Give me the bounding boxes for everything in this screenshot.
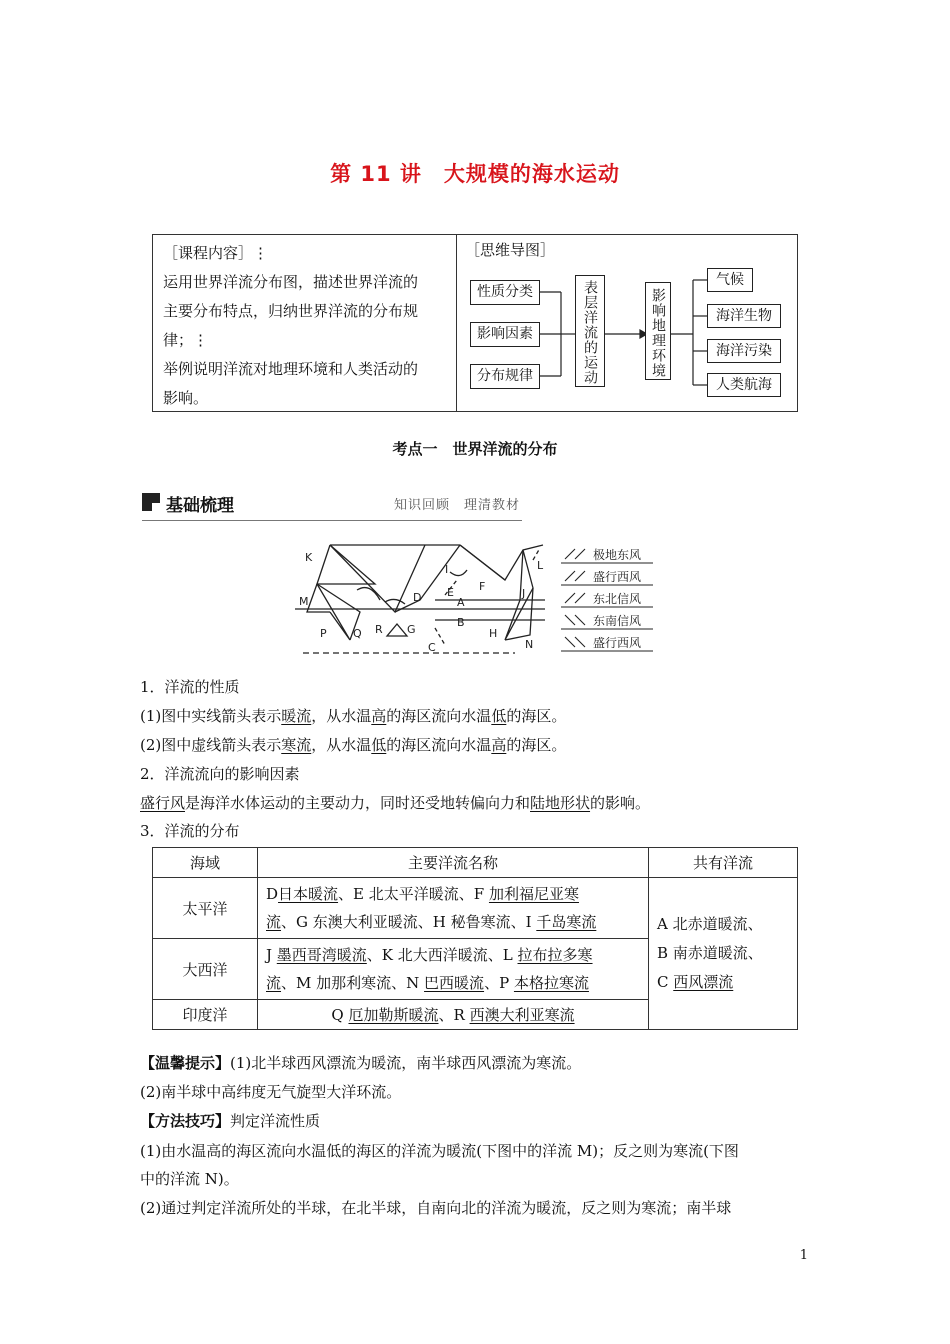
answer: 流 bbox=[266, 974, 282, 992]
basics-banner bbox=[142, 490, 522, 521]
mindmap-box-climate: 气候 bbox=[707, 268, 753, 292]
answer: 寒流 bbox=[281, 736, 312, 754]
intro-table bbox=[152, 234, 798, 412]
diagram-label: L bbox=[537, 559, 544, 572]
current-distribution-table bbox=[152, 847, 798, 1030]
diagram-label: H bbox=[489, 627, 498, 640]
diagram-label: M bbox=[299, 595, 309, 608]
text: 、G 东澳大利亚暖流、H 秘鲁寒流、I bbox=[281, 913, 537, 931]
course-content-line: 影响。 bbox=[163, 389, 209, 407]
banner-square-notch bbox=[152, 503, 160, 511]
answer: 高 bbox=[491, 736, 507, 754]
text: D bbox=[266, 885, 279, 903]
answer: 流 bbox=[266, 913, 282, 931]
mindmap-box-influence: 影响地理环境 bbox=[645, 282, 671, 380]
text: J bbox=[266, 946, 277, 964]
answer: 高 bbox=[371, 707, 387, 725]
text: (1)图中实线箭头表示 bbox=[140, 707, 282, 725]
s2-line bbox=[140, 793, 650, 813]
answer: 西澳大利亚寒流 bbox=[469, 1006, 575, 1024]
answer: 西风漂流 bbox=[673, 973, 734, 991]
diagram-label: E bbox=[447, 586, 454, 599]
header-cell: 主要洋流名称 bbox=[258, 848, 649, 878]
mindmap-header: ［思维导图］ bbox=[465, 241, 556, 259]
course-content-line: 律；⋮ bbox=[163, 331, 209, 349]
mindmap-box-surface-currents: 表层洋流的运动 bbox=[575, 275, 605, 387]
diagram-label: A bbox=[457, 596, 465, 609]
method-line-3: (2)通过判定洋流所处的半球，在北半球，自南向北的洋流为暖流，反之则为寒流；南半球 bbox=[140, 1199, 732, 1217]
answer: 加利福尼亚寒 bbox=[488, 885, 579, 903]
text: 判定洋流性质 bbox=[230, 1112, 321, 1130]
diagram-label: N bbox=[525, 638, 534, 651]
legend-polar-easterlies: 极地东风 bbox=[593, 548, 642, 562]
ocean-currents bbox=[258, 939, 649, 1000]
mindmap-box-marine-life: 海洋生物 bbox=[707, 304, 781, 328]
diagram-label: I bbox=[445, 563, 449, 576]
text: 、R bbox=[438, 1006, 470, 1024]
diagram-label: Q bbox=[353, 627, 362, 640]
ocean-name: 印度洋 bbox=[153, 1000, 258, 1030]
text: 的海区。 bbox=[506, 707, 567, 725]
mindmap-box-distribution: 分布规律 bbox=[470, 364, 540, 389]
s1-heading: 1．洋流的性质 bbox=[140, 678, 240, 696]
text: 、K 北大西洋暖流、L bbox=[366, 946, 518, 964]
text: 是海洋水体运动的主要动力，同时还受地转偏向力和 bbox=[185, 794, 531, 812]
course-content-line: 运用世界洋流分布图，描述世界洋流的 bbox=[163, 273, 419, 291]
answer: 盛行风 bbox=[140, 794, 186, 812]
s2-heading: 2．洋流流向的影响因素 bbox=[140, 765, 300, 783]
diagram-label: K bbox=[305, 551, 313, 564]
method-line-1: (1)由水温高的海区流向水温低的海区的洋流为暖流(下图中的洋流 M)；反之则为寒流(下图 bbox=[140, 1142, 739, 1160]
answer: 巴西暖流 bbox=[424, 974, 485, 992]
text: 的海区流向水温 bbox=[386, 707, 492, 725]
method-line-2: 中的洋流 N)。 bbox=[140, 1170, 239, 1188]
table-row-pacific bbox=[153, 878, 798, 939]
text: Q bbox=[331, 1006, 349, 1024]
banner-subtitle: 知识回顾 理清教材 bbox=[393, 498, 520, 513]
diagram-label: G bbox=[407, 623, 416, 636]
diagram-label: P bbox=[320, 627, 327, 640]
banner-title: 基础梳理 bbox=[166, 496, 234, 516]
tips-line-1 bbox=[140, 1053, 581, 1073]
answer: 厄加勒斯暖流 bbox=[348, 1006, 439, 1024]
answer: 拉布拉多寒 bbox=[517, 946, 593, 964]
common-currents bbox=[649, 878, 798, 1030]
mindmap-cell bbox=[457, 235, 797, 419]
legend-ne-trades: 东北信风 bbox=[593, 592, 642, 606]
text: 、P bbox=[484, 974, 514, 992]
course-content-line: 主要分布特点，归纳世界洋流的分布规 bbox=[163, 302, 419, 320]
text: A 北赤道暖流、 bbox=[657, 915, 763, 933]
text: B 南赤道暖流、 bbox=[657, 944, 763, 962]
diagram-label: B bbox=[457, 616, 465, 629]
course-content-header: ［课程内容］⋮ bbox=[163, 244, 269, 262]
legend-westerlies-south: 盛行西风 bbox=[593, 636, 642, 650]
text: 、E 北太平洋暖流、F bbox=[338, 885, 489, 903]
text: (1)北半球西风漂流为暖流，南半球西风漂流为寒流。 bbox=[230, 1054, 582, 1072]
course-content-line: 举例说明洋流对地理环境和人类活动的 bbox=[163, 360, 419, 378]
legend-se-trades: 东南信风 bbox=[593, 614, 642, 628]
method-label: 【方法技巧】 bbox=[140, 1112, 231, 1130]
text: 的海区流向水温 bbox=[386, 736, 492, 754]
text: (2)图中虚线箭头表示 bbox=[140, 736, 282, 754]
header-cell: 海域 bbox=[153, 848, 258, 878]
mindmap-box-pollution: 海洋污染 bbox=[707, 339, 781, 363]
answer: 千岛寒流 bbox=[536, 913, 597, 931]
tips-line-2: (2)南半球中高纬度无气旋型大洋环流。 bbox=[140, 1083, 402, 1101]
answer: 低 bbox=[371, 736, 387, 754]
ocean-currents bbox=[258, 1000, 649, 1030]
diagram-label: F bbox=[479, 580, 486, 593]
answer: 暖流 bbox=[281, 707, 312, 725]
mindmap-box-factors: 影响因素 bbox=[470, 322, 540, 347]
text: 的影响。 bbox=[590, 794, 651, 812]
method-heading bbox=[140, 1111, 320, 1131]
table-header-row bbox=[153, 848, 798, 878]
legend-westerlies: 盛行西风 bbox=[593, 570, 642, 584]
page-number: 1 bbox=[799, 1248, 808, 1263]
page-title: 第 11 讲 大规模的海水运动 bbox=[330, 162, 620, 186]
ocean-currents bbox=[258, 878, 649, 939]
text: ，从水温 bbox=[311, 707, 372, 725]
mindmap-box-nature: 性质分类 bbox=[470, 280, 540, 305]
s1-line-1 bbox=[140, 706, 566, 726]
ocean-name: 大西洋 bbox=[153, 939, 258, 1000]
course-content-cell bbox=[153, 235, 457, 411]
header-cell: 共有洋流 bbox=[649, 848, 798, 878]
diagram-label: C bbox=[428, 641, 436, 654]
diagram-label: J bbox=[522, 587, 526, 600]
answer: 陆地形状 bbox=[530, 794, 591, 812]
answer: 墨西哥湾暖流 bbox=[276, 946, 367, 964]
ocean-current-diagram bbox=[295, 540, 665, 665]
diagram-label: R bbox=[375, 623, 383, 636]
mindmap-box-navigation: 人类航海 bbox=[707, 373, 781, 397]
answer: 低 bbox=[491, 707, 507, 725]
ocean-name: 太平洋 bbox=[153, 878, 258, 939]
text: ，从水温 bbox=[311, 736, 372, 754]
answer: 本格拉寒流 bbox=[513, 974, 589, 992]
answer: 日本暖流 bbox=[278, 885, 339, 903]
tips-label: 【温馨提示】 bbox=[140, 1054, 231, 1072]
s3-heading: 3．洋流的分布 bbox=[140, 822, 240, 840]
diagram-label: D bbox=[413, 591, 422, 604]
section-title: 考点一 世界洋流的分布 bbox=[392, 440, 558, 458]
text: 的海区。 bbox=[506, 736, 567, 754]
s1-line-2 bbox=[140, 735, 566, 755]
text: 、M 加那利寒流、N bbox=[281, 974, 425, 992]
text: C bbox=[657, 973, 674, 991]
